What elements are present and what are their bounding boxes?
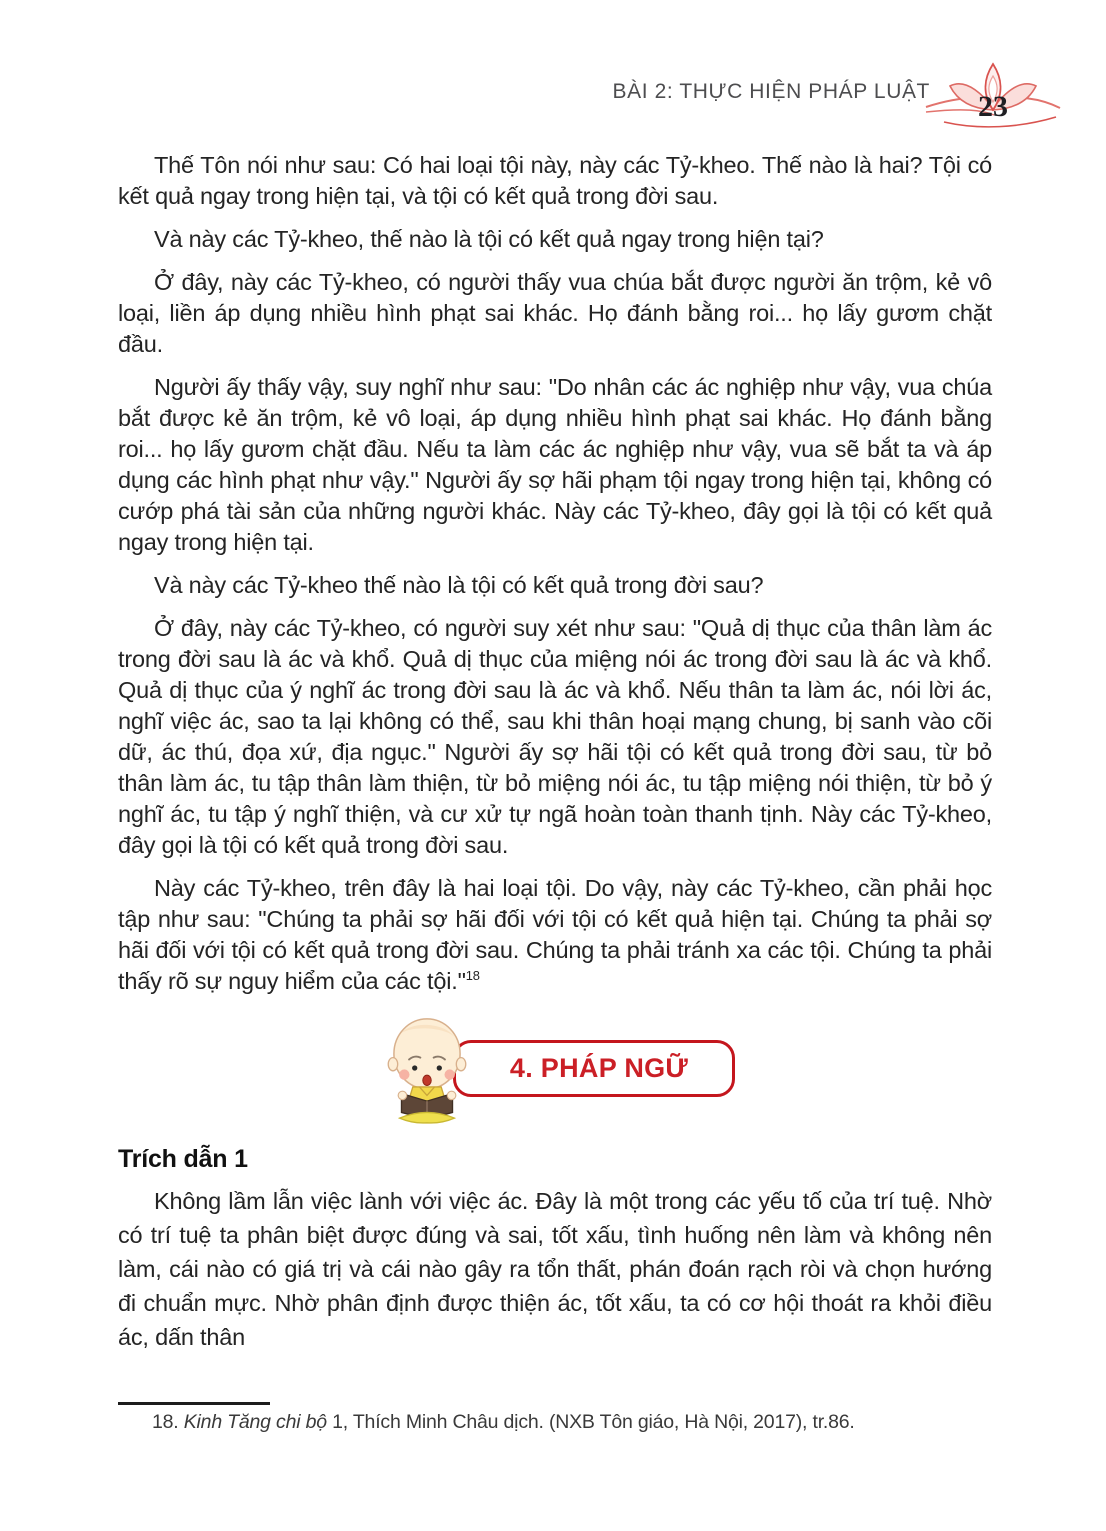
quote-paragraph-1: Thế Tôn nói như sau: Có hai loại tội này, này các Tỷ-kheo. Thế nào là hai? Tội có kết quả ngay trong hiện tại, và tội có kết quả trong đời sau. [118,152,992,209]
footnote-source-rest: 1, Thích Minh Châu dịch. (NXB Tôn giáo, Hà Nội, 2017), tr.86. [326,1411,855,1433]
footnote-marker: 18 [465,968,480,984]
footnote-number: 18. [152,1411,184,1433]
scripture-quote-section [118,150,992,1354]
lotus-page-number-icon [924,60,1062,132]
footnote-source-title: Kinh Tăng chi bộ [183,1411,327,1433]
chapter-title: BÀI 2: THỰC HIỆN PHÁP LUẬT [612,80,930,103]
quote-paragraph-2: Và này các Tỷ-kheo, thế nào là tội có kết quả ngay trong hiện tại? [154,226,824,252]
quote-paragraph-7-text: Này các Tỷ-kheo, trên đây là hai loại tội. Do vậy, này các Tỷ-kheo, cần phải học tập như sau: "Chúng ta phải sợ hãi đối với tội có kết quả hiện tại. Chúng ta phải sợ hãi đối với tội có kết quả trong đời sau. Chúng ta phải tránh xa các tội. Chúng ta phải thấy rõ sự nguy hiểm của các tội." [118,875,992,994]
quote-paragraph-3: Ở đây, này các Tỷ-kheo, có người thấy vua chúa bắt được người ăn trộm, kẻ vô loại, liền áp dụng nhiều hình phạt sai khác. Họ đánh bằng roi... họ lấy gươm chặt đầu. [118,269,992,357]
subsection-paragraph: Không lầm lẫn việc lành với việc ác. Đây là một trong các yếu tố của trí tuệ. Nhờ có trí tuệ ta phân biệt được đúng và sai, tốt xấu, tình huống nên làm và không nên làm, cái nào có giá trị và cái nào gây ra tổn thất, phán đoán rạch ròi và chọn hướng đi chuẩn mực. Nhờ phân định được thiện ác, tốt xấu, ta có cơ hội thoát ra khỏi điều ác, dấn thân [118,1188,992,1350]
quote-paragraph-7 [118,873,992,997]
footnote-divider [118,1402,270,1405]
page-number: 23 [978,90,1008,123]
section-badge-pill [453,1040,735,1097]
lotus-flower-icon [924,60,1062,132]
footnote-area [118,1402,992,1434]
subsection-title: Trích dẫn 1 [118,1145,248,1173]
section-badge-label: 4. PHÁP NGỮ [509,1052,689,1083]
quote-paragraph-5: Và này các Tỷ-kheo thế nào là tội có kết quả trong đời sau? [154,572,764,598]
section-badge [118,1013,992,1123]
footnote-text [118,1411,992,1434]
page-header [612,60,1062,132]
monk-illustration [375,1012,479,1124]
quote-paragraph-6: Ở đây, này các Tỷ-kheo, có người suy xét như sau: "Quả dị thục của thân làm ác trong đời sau là ác và khổ. Quả dị thục của miệng nói ác trong đời sau là ác và khổ. Quả dị thục của ý nghĩ ác trong đời sau là ác và khổ. Nếu thân ta làm ác, nói lời ác, nghĩ việc ác, sao ta lại không có thể, sau khi thân hoại mạng chung, bị sanh vào cõi dữ, ác thú, đọa xứ, địa ngục." Người ấy sợ hãi tội có kết quả trong đời sau, từ bỏ thân làm ác, tu tập thân làm thiện, từ bỏ miệng nói ác, tu tập miệng nói thiện, từ bỏ ý nghĩ ác, tu tập ý nghĩ thiện, và cư xử tự ngã hoàn toàn thanh tịnh. Này các Tỷ-kheo, đây gọi là tội có kết quả trong đời sau. [118,615,992,858]
quote-paragraph-4: Người ấy thấy vậy, suy nghĩ như sau: "Do nhân các ác nghiệp như vậy, vua chúa bắt được kẻ ăn trộm, kẻ vô loại, áp dụng nhiều hình phạt sai khác. Họ đánh bằng roi... họ lấy gươm chặt đầu. Nếu ta làm các ác nghiệp như vậy, vua sẽ bắt ta và áp dụng các hình phạt như vậy." Người ấy sợ hãi phạm tội ngay trong hiện tại, không có cướp phá tài sản của những người khác. Này các Tỷ-kheo, đây gọi là tội có kết quả ngay trong hiện tại. [118,374,992,555]
